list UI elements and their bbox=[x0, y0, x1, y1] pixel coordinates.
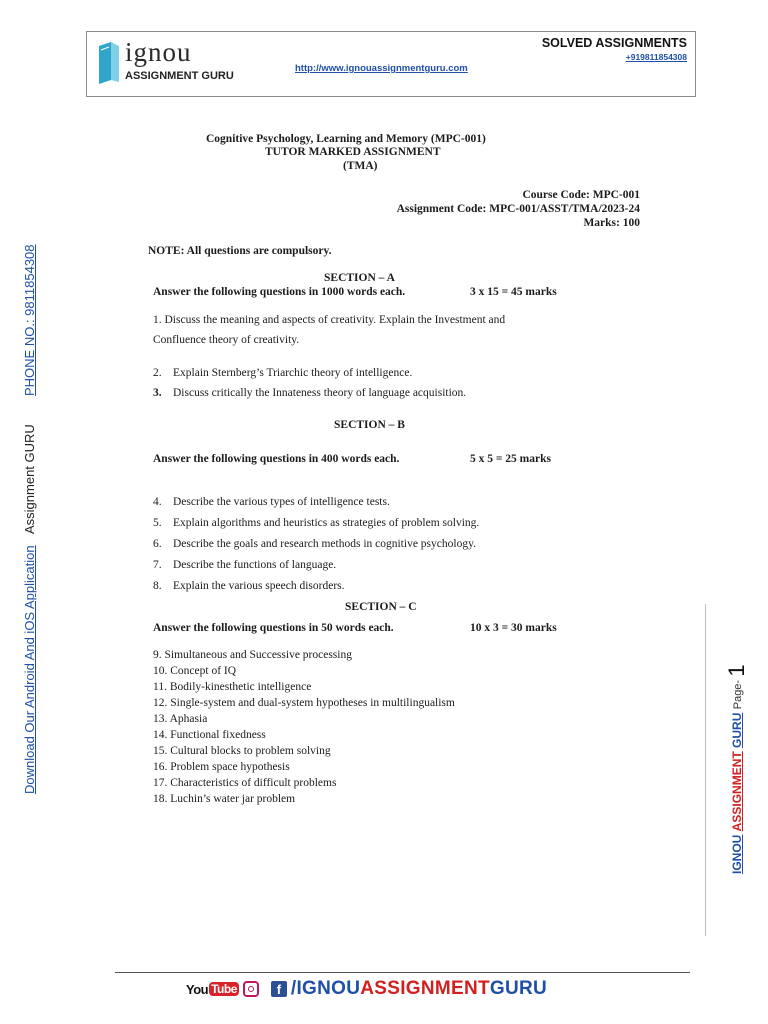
youtube-tube: Tube bbox=[211, 982, 237, 996]
sidebar-brand: Assignment GURU bbox=[22, 424, 37, 534]
social-footer bbox=[186, 978, 547, 1000]
list-item: 14. Functional fixedness bbox=[153, 729, 266, 741]
footer-divider bbox=[115, 972, 690, 973]
section-b-marks: 5 x 5 = 25 marks bbox=[470, 453, 551, 465]
course-code: Course Code: MPC-001 bbox=[522, 189, 640, 201]
question-num: 5. bbox=[153, 517, 162, 529]
logo-wordmark: ignou bbox=[125, 37, 192, 67]
instagram-icon[interactable] bbox=[243, 981, 259, 997]
brand-assignment[interactable]: ASSIGNMENT bbox=[730, 751, 744, 832]
section-b-heading: SECTION – B bbox=[334, 419, 405, 431]
header-banner bbox=[86, 31, 696, 97]
section-a-instruction: Answer the following questions in 1000 words each. bbox=[153, 286, 406, 298]
question-3-num: 3. bbox=[153, 387, 162, 399]
list-item: 15. Cultural blocks to problem solving bbox=[153, 745, 331, 757]
header-phone-link[interactable]: +919811854308 bbox=[625, 52, 687, 62]
list-item: 9. Simultaneous and Successive processing bbox=[153, 649, 352, 661]
youtube-you: You bbox=[186, 981, 209, 997]
note: NOTE: All questions are compulsory. bbox=[148, 245, 332, 257]
question-1-line1: 1. Discuss the meaning and aspects of creativity. Explain the Investment and bbox=[153, 314, 506, 326]
right-divider bbox=[705, 604, 706, 936]
header-title: SOLVED ASSIGNMENTS bbox=[541, 36, 687, 50]
sidebar-phone-link[interactable]: PHONE NO.: 9811854308 bbox=[22, 244, 37, 396]
list-item: 12. Single-system and dual-system hypotheses in multilingualism bbox=[153, 697, 455, 709]
handle-suffix: GURU bbox=[489, 978, 548, 999]
social-handle[interactable] bbox=[291, 978, 547, 1000]
page-footer-vertical bbox=[724, 664, 750, 874]
list-item: 18. Luchin’s water jar problem bbox=[153, 793, 296, 805]
section-a-heading: SECTION – A bbox=[324, 272, 395, 284]
page-number: 1 bbox=[724, 664, 749, 677]
list-item: 13. Aphasia bbox=[153, 713, 208, 725]
total-marks: Marks: 100 bbox=[583, 217, 640, 229]
question-text: Explain algorithms and heuristics as strategies of problem solving. bbox=[173, 517, 480, 529]
section-b-instruction: Answer the following questions in 400 words each. bbox=[153, 453, 400, 465]
section-c-marks: 10 x 3 = 30 marks bbox=[470, 622, 557, 634]
doc-subtitle: TUTOR MARKED ASSIGNMENT bbox=[265, 146, 441, 158]
question-num: 7. bbox=[153, 559, 162, 571]
question-num: 4. bbox=[153, 496, 162, 508]
logo-subtitle: ASSIGNMENT GURU bbox=[125, 70, 234, 82]
section-c-heading: SECTION – C bbox=[345, 601, 417, 613]
book-logo-icon bbox=[97, 40, 121, 84]
brand-ignou[interactable]: IGNOU bbox=[730, 834, 744, 874]
youtube-icon[interactable] bbox=[186, 982, 239, 997]
question-text: Describe the various types of intelligence tests. bbox=[173, 496, 390, 508]
section-a-marks: 3 x 15 = 45 marks bbox=[470, 286, 557, 298]
app-download-link[interactable]: Download Our Android And iOS Application bbox=[22, 545, 37, 794]
question-2-text: Explain Sternberg’s Triarchic theory of intelligence. bbox=[173, 367, 413, 379]
header-right bbox=[542, 36, 687, 62]
section-c-instruction: Answer the following questions in 50 words each. bbox=[153, 622, 394, 634]
website-link[interactable]: http://www.ignouassignmentguru.com bbox=[295, 63, 468, 74]
list-item: 11. Bodily-kinesthetic intelligence bbox=[153, 681, 312, 693]
question-2-num: 2. bbox=[153, 367, 162, 379]
list-item: 17. Characteristics of difficult problems bbox=[153, 777, 337, 789]
doc-subtitle-tma: (TMA) bbox=[343, 160, 378, 172]
facebook-icon[interactable]: f bbox=[271, 981, 287, 997]
question-text: Explain the various speech disorders. bbox=[173, 580, 345, 592]
question-3-text: Discuss critically the Innateness theory of language acquisition. bbox=[173, 387, 467, 399]
question-num: 6. bbox=[153, 538, 162, 550]
question-num: 8. bbox=[153, 580, 162, 592]
handle-prefix: /IGNOU bbox=[290, 978, 361, 999]
handle-mid: ASSIGNMENT bbox=[360, 978, 490, 999]
question-text: Describe the goals and research methods in cognitive psychology. bbox=[173, 538, 476, 550]
list-item: 10. Concept of IQ bbox=[153, 665, 237, 677]
list-item: 16. Problem space hypothesis bbox=[153, 761, 290, 773]
doc-title: Cognitive Psychology, Learning and Memory (MPC-001) bbox=[206, 133, 486, 145]
question-1-line2: Confluence theory of creativity. bbox=[153, 334, 300, 346]
page-label: Page- bbox=[732, 679, 744, 710]
question-text: Describe the functions of language. bbox=[173, 559, 337, 571]
assignment-code: Assignment Code: MPC-001/ASST/TMA/2023-24 bbox=[396, 203, 640, 215]
brand-guru[interactable]: GURU bbox=[730, 712, 744, 748]
